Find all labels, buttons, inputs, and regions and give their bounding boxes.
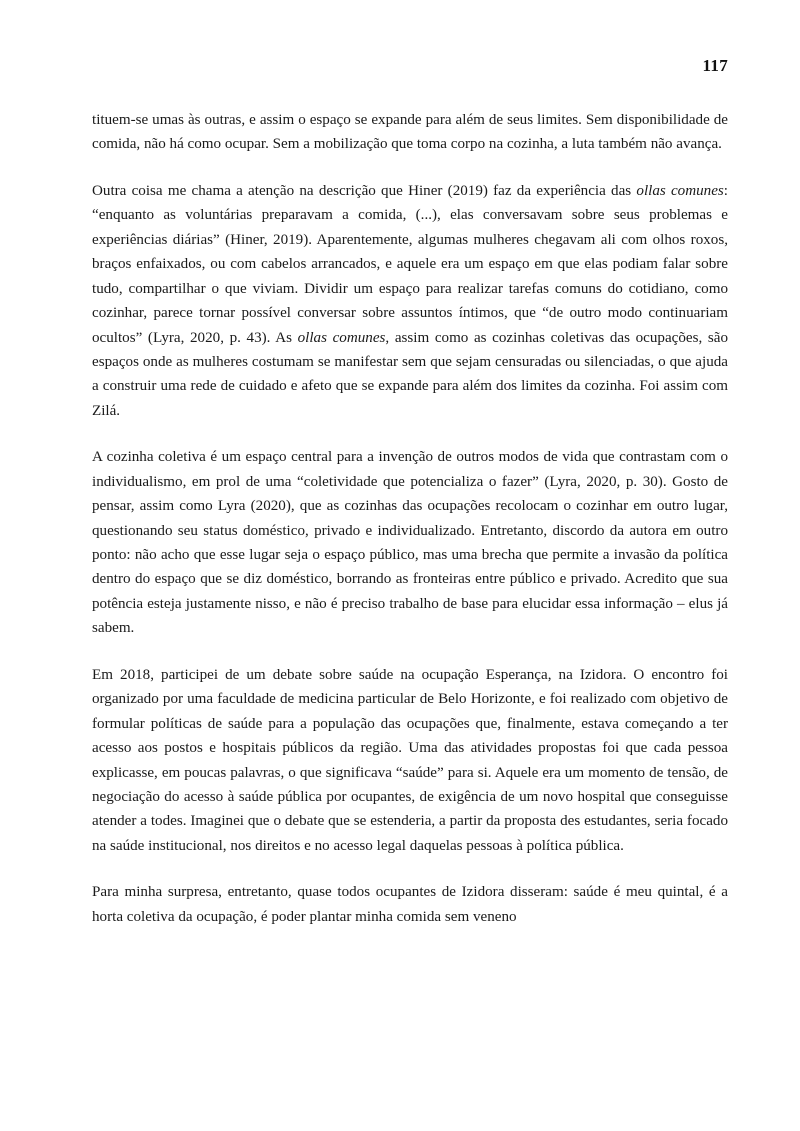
paragraph: tituem-se umas às outras, e assim o espaço se expande para além de seus limites. Sem disponibilidade de comida, não há como ocupar. Sem a mobilização que toma corpo na cozinha, a luta também não avança. [92,112,728,153]
paragraph: A cozinha coletiva é um espaço central para a invenção de outros modos de vida que contrastam com o individualismo, em prol de uma “coletividade que potencializa o fazer” (Lyra, 2020, p. 30). Gosto de pensar, assim como Lyra (2020), que as cozinhas das ocupações recolocam o cozinhar em outro lugar, questionando seu status doméstico, privado e individualizado. Entretanto, discordo da autora em outro ponto: não acho que esse lugar seja o espaço público, mas uma brecha que permite a invasão da política dentro do espaço que se diz doméstico, borrando as fronteiras entre público e privado. Acredito que sua potência esteja justamente nisso, e não é preciso trabalho de base para elucidar essa informação – elus já sabem. [92,449,728,637]
body-text-column [92,108,728,929]
page-number: 117 [702,56,728,75]
paragraph: Para minha surpresa, entretanto, quase todos ocupantes de Izidora disseram: saúde é meu quintal, é a horta coletiva da ocupação, é poder plantar minha comida sem veneno [92,884,728,925]
paragraph: Em 2018, participei de um debate sobre saúde na ocupação Esperança, na Izidora. O encontro foi organizado por uma faculdade de medicina particular de Belo Horizonte, e foi realizado com objetivo de formular políticas de saúde para a população das ocupações que, finalmente, estava começando a ter acesso aos postos e hospitais públicos da região. Uma das atividades propostas foi que cada pessoa explicasse, em poucas palavras, o que significava “saúde” para si. Aquele era um momento de tensão, de negociação do acesso à saúde pública por ocupantes, de exigência de um novo hospital que conseguisse atender a todes. Imaginei que o debate que se estenderia, a partir da proposta des estudantes, seria focado na saúde institucional, nos direitos e no acesso legal daquelas pessoas à política pública. [92,666,728,854]
paragraph: Outra coisa me chama a atenção na descrição que Hiner (2019) faz da experiência das ollas comunes: “enquanto as voluntárias preparavam a comida, (...), elas conversavam sobre seus problemas e experiências diárias” (Hiner, 2019). Aparentemente, algumas mulheres chegavam ali com olhos roxos, braços enfaixados, ou com cabelos arrancados, e aquele era um espaço em que elas podiam falar sobre tudo, compartilhar o que viviam. Dividir um espaço para realizar tarefas comuns do cotidiano, como cozinhar, parece tornar possível conversar sobre assuntos íntimos, que “de outro modo continuariam ocultos” (Lyra, 2020, p. 43). As ollas comunes, assim como as cozinhas coletivas das ocupações, são espaços onde as mulheres costumam se manifestar sem que sejam censuradas ou silenciadas, o que ajuda a construir uma rede de cuidado e afeto que se expande para além dos limites da cozinha. Foi assim com Zilá. [92,182,728,419]
